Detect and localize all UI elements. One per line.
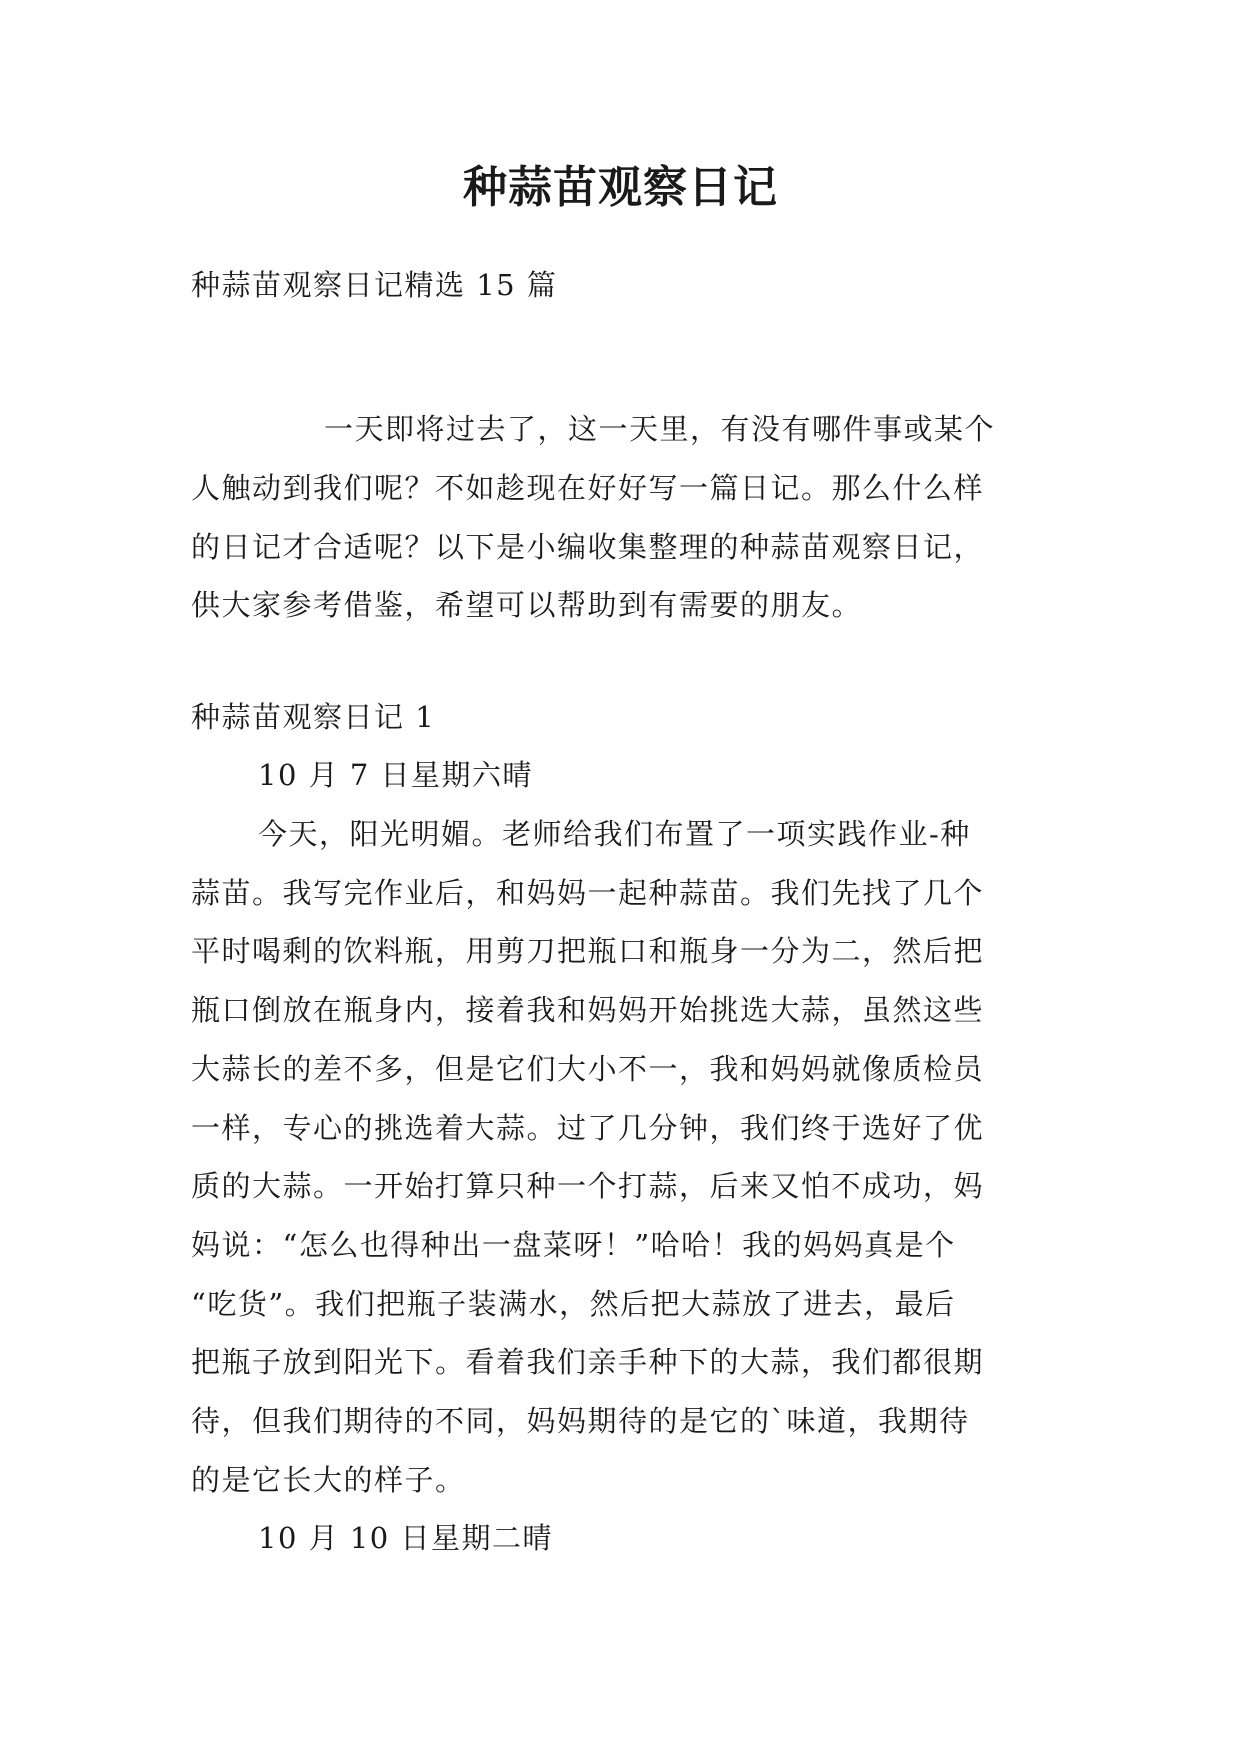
section-title: 种蒜苗观察日记 1 xyxy=(191,700,436,734)
intro-line-2: 人触动到我们呢？不如趁现在好好写一篇日记。那么什么样 xyxy=(191,471,985,505)
intro-line-1: 一天即将过去了，这一天里，有没有哪件事或某个 xyxy=(324,412,996,446)
body-line-6: 一样，专心的挑选着大蒜。过了几分钟，我们终于选好了优 xyxy=(191,1111,985,1145)
diary-date-2: 10 月 10 日星期二晴 xyxy=(258,1521,553,1555)
diary-date-1: 10 月 7 日星期六晴 xyxy=(258,758,534,792)
body-line-4: 瓶口倒放在瓶身内，接着我和妈妈开始挑选大蒜，虽然这些 xyxy=(191,993,985,1027)
document-title: 种蒜苗观察日记 xyxy=(463,162,778,213)
intro-line-3: 的日记才合适呢？以下是小编收集整理的种蒜苗观察日记， xyxy=(191,530,985,564)
body-line-11: 待，但我们期待的不同，妈妈期待的是它的`味道，我期待 xyxy=(191,1404,970,1438)
body-line-8: 妈说：“怎么也得种出一盘菜呀！”哈哈！我的妈妈真是个 xyxy=(191,1228,956,1262)
body-line-2: 蒜苗。我写完作业后，和妈妈一起种蒜苗。我们先找了几个 xyxy=(191,876,985,910)
document-subtitle: 种蒜苗观察日记精选 15 篇 xyxy=(191,268,558,302)
body-line-7: 质的大蒜。一开始打算只种一个打蒜，后来又怕不成功，妈 xyxy=(191,1169,985,1203)
intro-line-4: 供大家参考借鉴，希望可以帮助到有需要的朋友。 xyxy=(191,588,863,622)
body-line-12: 的是它长大的样子。 xyxy=(191,1463,466,1497)
body-line-3: 平时喝剩的饮料瓶，用剪刀把瓶口和瓶身一分为二，然后把 xyxy=(191,934,985,968)
body-line-1: 今天，阳光明媚。老师给我们布置了一项实践作业-种 xyxy=(258,817,971,851)
body-line-10: 把瓶子放到阳光下。看着我们亲手种下的大蒜，我们都很期 xyxy=(191,1345,985,1379)
body-line-5: 大蒜长的差不多，但是它们大小不一，我和妈妈就像质检员 xyxy=(191,1052,985,1086)
body-line-9: “吃货”。我们把瓶子装满水，然后把大蒜放了进去，最后 xyxy=(191,1287,956,1321)
